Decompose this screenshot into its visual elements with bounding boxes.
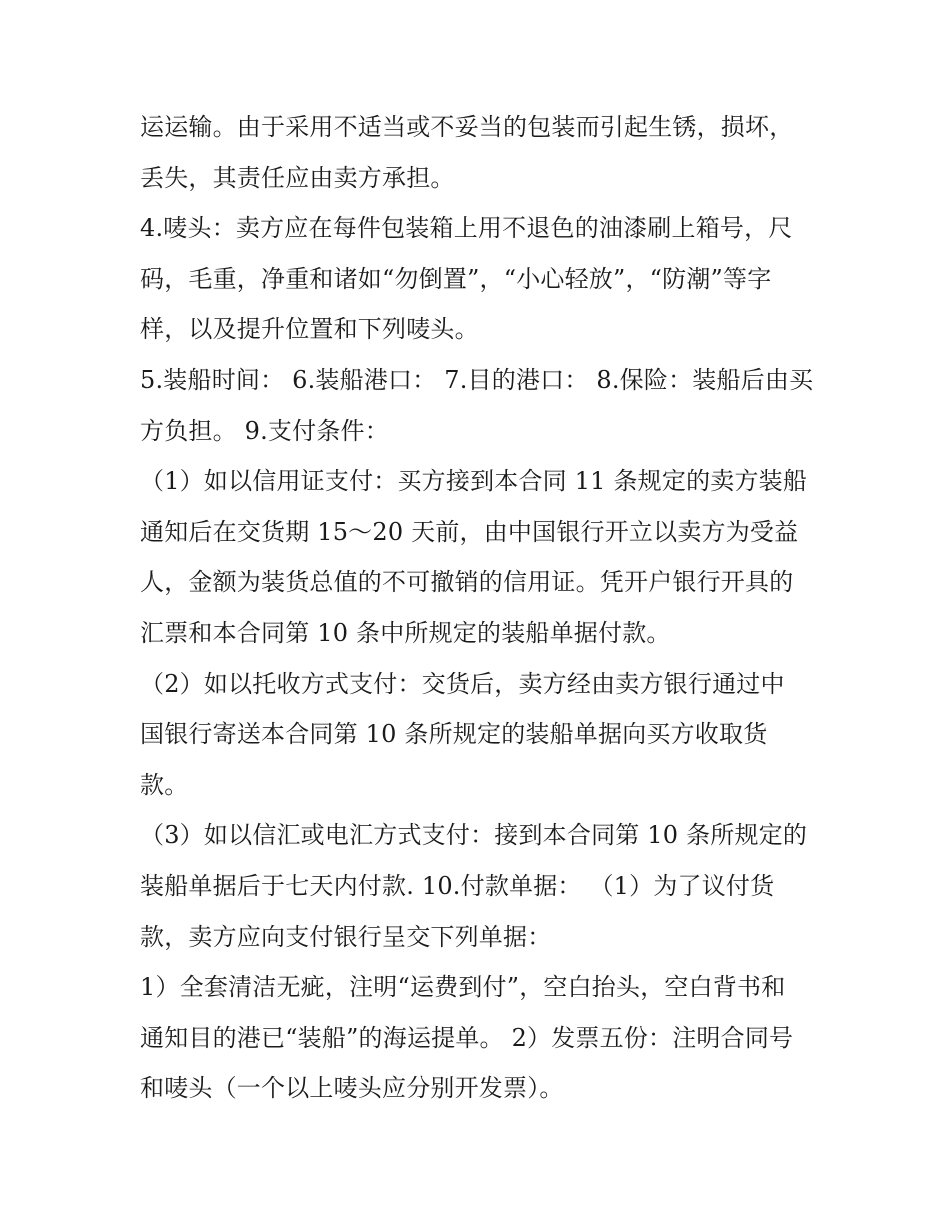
text-line: 汇票和本合同第 10 条中所规定的装船单据付款。 <box>140 618 671 647</box>
text-line: 方负担。 9.支付条件： <box>140 416 389 445</box>
text-line: （2）如以托收方式支付：交货后，卖方经由卖方银行通过中 <box>140 669 785 698</box>
text-line: 款，卖方应向支付银行呈交下列单据： <box>140 922 552 951</box>
text-line: 5.装船时间： 6.装船港口： 7.目的港口： 8.保险：装船后由买 <box>140 365 814 394</box>
text-line: 通知目的港已“装船”的海运提单。 2）发票五份：注明合同号 <box>140 1023 794 1052</box>
text-line: 运运输。由于采用不适当或不妥当的包装而引起生锈，损坏， <box>140 113 794 141</box>
text-line: 1）全套清洁无疵，注明“运费到付”，空白抬头，空白背书和 <box>140 973 786 1002</box>
text-line: 码，毛重，净重和诸如“勿倒置”，“小心轻放”，“防潮”等字 <box>140 264 772 293</box>
text-line: （1）如以信用证支付：买方接到本合同 11 条规定的卖方装船 <box>140 467 808 496</box>
text-line: 丢失，其责任应由卖方承担。 <box>140 163 455 192</box>
text-line: （3）如以信汇或电汇方式支付：接到本合同第 10 条所规定的 <box>140 821 808 850</box>
document-body <box>140 102 820 1114</box>
text-line: 样，以及提升位置和下列唛头。 <box>140 315 479 344</box>
text-line: 通知后在交货期 15～20 天前，由中国银行开立以卖方为受益 <box>140 517 799 546</box>
text-line: 4.唛头：卖方应在每件包装箱上用不退色的油漆刷上箱号，尺 <box>140 214 793 243</box>
text-line: 国银行寄送本合同第 10 条所规定的装船单据向买方收取货 <box>140 720 768 749</box>
text-line: 装船单据后于七天内付款. 10.付款单据： （1）为了议付货 <box>140 871 775 900</box>
text-line: 款。 <box>140 770 189 799</box>
text-line: 和唛头（一个以上唛头应分别开发票）。 <box>140 1074 564 1103</box>
text-line: 人，金额为装货总值的不可撤销的信用证。凭开户银行开具的 <box>140 568 794 597</box>
